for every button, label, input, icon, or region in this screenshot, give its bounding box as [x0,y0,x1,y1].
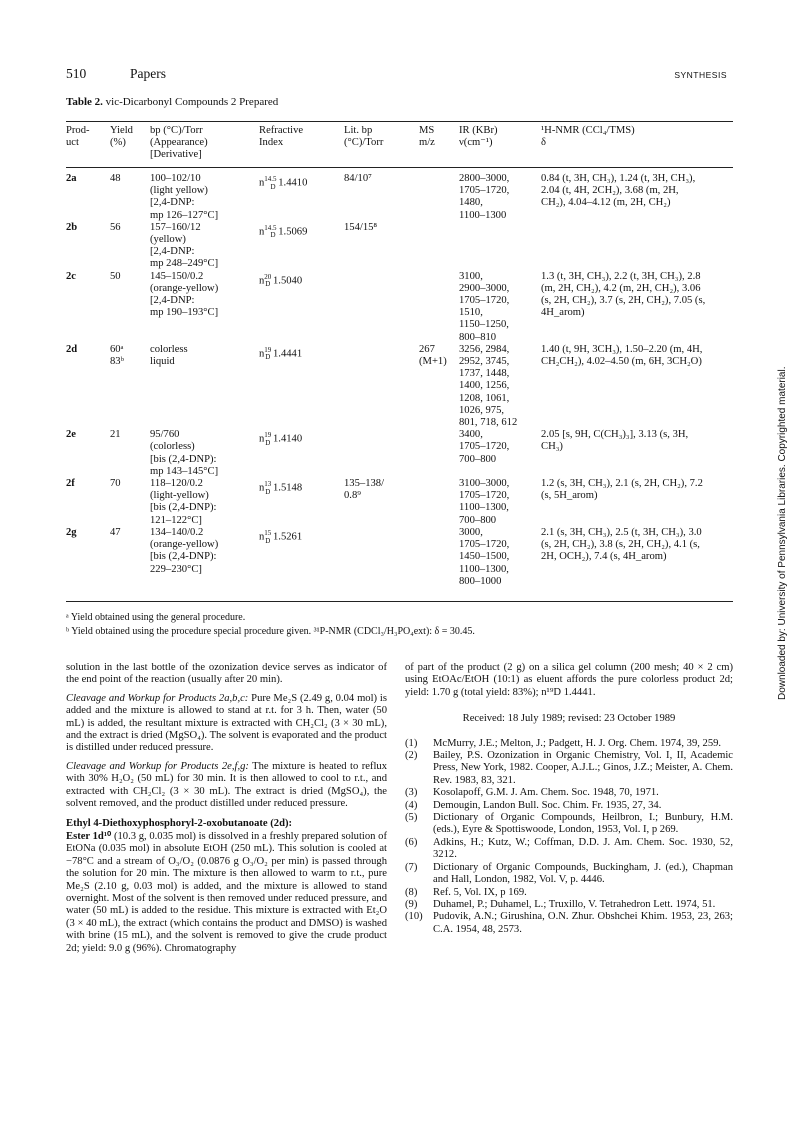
reference-text: McMurry, J.E.; Melton, J.; Padgett, H. J. Org. Chem. 1974, 39, 259. [433,737,722,749]
paragraph-text: solution in the last bottle of the ozonization device serves as indicator of the end point of the reaction (usually after 20 min). [66,662,387,686]
table-caption-text: vic-Dicarbonyl Compounds 2 Prepared [105,96,279,108]
table-row [66,527,733,588]
data-table [66,125,733,588]
table-row [66,429,733,478]
refractive-index-symbol: n [259,531,265,543]
ir-line: 1400, 1256, [459,380,510,392]
column-header-line: (°C)/Torr [344,137,384,149]
nmr-cell [541,429,733,478]
lit-bp-cell [344,527,419,588]
reference-item [405,750,733,787]
refractive-index-line: D [265,353,271,362]
column-header-line: Refractive [259,125,304,136]
reference-text: Duhamel, P.; Duhamel, L.; Truxillo, V. Tetrahedron Lett. 1974, 51. [433,898,716,910]
bp-line: mp 126–127°C] [150,209,219,221]
bp-line: 100–102/10 [150,173,201,184]
nmr-cell [541,344,733,429]
footnote-a: ᵃ Yield obtained using the general procedure. [66,612,246,623]
section-heading: Ethyl 4-Diethoxyphosphoryl-2-oxobutanoate (2d): [66,818,293,830]
ir-line: 2952, 3745, [459,356,510,368]
ms-cell [419,222,459,271]
ir-cell [459,271,541,344]
yield-line: 50 [110,270,121,282]
bp-line: (light-yellow) [150,490,209,502]
reference-item [405,800,733,812]
reference-number: (9) [405,898,418,910]
bp-line: mp 143–145°C] [150,465,219,477]
nmr-cell [541,271,733,344]
nmr-line: 1.3 (t, 3H, CH₃), 2.2 (t, 3H, CH₃), 2.8 [541,270,701,282]
refractive-index-cell [259,173,344,222]
bp-line: (orange-yellow) [150,539,219,551]
ir-line: 3100, [459,270,483,282]
refractive-index-line: D [265,487,271,496]
ms-cell [419,478,459,527]
column-header [541,125,733,165]
paragraph-subhead: Cleavage and Workup for Products 2e,f,g: [66,760,249,772]
reference-item [405,812,733,837]
column-header [459,125,541,165]
refractive-index-symbol: n [259,433,265,445]
ir-line: 1480, [459,197,483,209]
refractive-index-value: 1.5069 [275,226,308,238]
bp-line: [2,4-DNP: [150,197,195,209]
column-header-line: ¹H-NMR (CCl₄/TMS) [541,125,635,136]
lit-bp-cell [344,344,419,429]
spacer-row [66,165,733,173]
nmr-cell [541,527,733,588]
ms-cell [419,173,459,222]
yield-line: 48 [110,173,121,184]
ir-line: 800–1000 [459,575,502,587]
yield-cell [110,478,150,527]
refractive-index-temp: 19 [264,431,272,440]
refractive-index-temp: 20 [264,272,272,281]
journal-section: Papers [130,66,166,81]
bp-line: (orange-yellow) [150,282,219,294]
ir-line: 1705–1720, [459,295,510,307]
column-header-line: δ [541,137,546,149]
bp-line: mp 248–249°C] [150,258,219,270]
reference-number: (4) [405,799,418,811]
nmr-line: CH₂), 4.04–4.12 (m, 2H, CH₂) [541,197,671,209]
reference-number: (2) [405,750,418,762]
reference-number: (8) [405,886,418,898]
refractive-index-symbol: n [259,482,265,494]
reference-item [405,862,733,887]
refractive-index-cell [259,429,344,478]
yield-line: 83ᵇ [110,356,124,368]
ir-cell [459,344,541,429]
ms-cell [419,429,459,478]
refractive-index-symbol: n [259,226,265,238]
refractive-index-cell [259,344,344,429]
column-header-line: (Appearance) [150,137,208,149]
ir-line: 1026, 975, [459,404,505,416]
refractive-index-value: 1.5040 [270,275,303,287]
bp-line: 134–140/0.2 [150,526,204,538]
reference-number: (7) [405,861,418,873]
refractive-index-value: 1.4140 [270,433,303,445]
column-header-line: Prod- [66,125,90,136]
reference-text: Dictionary of Organic Compounds, Buckingham, J. (ed.), Chapman and Hall, London, 1982, Vol. V, p. 4446. [433,861,733,886]
refractive-index-value: 1.5261 [270,531,303,543]
journal-name: SYNTHESIS [674,70,727,80]
ir-line: 2900–3000, [459,282,510,294]
table-top-rule [66,121,733,122]
yield-cell [110,527,150,588]
ir-line: 1705–1720, [459,441,510,453]
yield-cell [110,429,150,478]
nmr-line: 1.2 (s, 3H, CH₃), 2.1 (s, 2H, CH₂), 7.2 [541,478,703,490]
nmr-line: (m, 2H, CH₂), 4.2 (m, 2H, CH₂), 3.06 [541,282,701,294]
bp-line: 121–122°C] [150,514,202,526]
nmr-line: 2H, OCH₂), 7.4 (s, 4H_arom) [541,551,667,563]
column-header [419,125,459,165]
table-header-row [66,125,733,165]
refractive-index-temp: 19 [264,345,272,354]
product-id-cell: 2f [66,478,75,490]
yield-line: 60ᵃ [110,343,124,355]
ir-line: 3256, 2984, [459,343,510,355]
nmr-line: CH₃) [541,441,563,453]
reference-item [405,787,733,799]
yield-line: 47 [110,526,121,538]
lit-bp-cell [344,222,419,271]
ir-line: 1100–1300, [459,502,509,514]
nmr-line: 2.05 [s, 9H, C(CH₃)₃], 3.13 (s, 3H, [541,429,689,441]
column-header-line: MS [419,125,435,136]
reference-text: Pudovik, A.N.; Girushina, O.N. Zhur. Obshchei Khim. 1953, 23, 263; C.A. 1954, 48, 2573. [433,911,733,935]
reference-text: Ref. 5, Vol. IX, p 169. [433,886,527,898]
left-column [66,662,387,955]
nmr-line: 0.84 (t, 3H, CH₃), 1.24 (t, 3H, CH₃), [541,173,696,184]
bp-line: (colorless) [150,441,195,453]
ms-cell [419,527,459,588]
reference-text: Kosolapoff, G.M. J. Am. Chem. Soc. 1948, 70, 1971. [433,787,659,799]
lit-bp-cell [344,271,419,344]
table-caption-label: Table 2. [66,96,103,108]
refractive-index-value: 1.4441 [270,348,303,360]
bp-line: [bis (2,4-DNP): [150,453,217,465]
nmr-line: (s, 2H, CH₂), 3.7 (s, 2H, CH₂), 7.05 (s, [541,295,706,307]
refractive-index-cell [259,222,344,271]
column-header-line: Yield [110,125,133,136]
reference-text: Bailey, P.S. Ozonization in Organic Chemistry, Vol. I, II, Academic Press, New York, 1982. Cooper, A.J.L.; Ginos, J.Z.; Meister, A. Chem. Rev. 1983, 83, 321. [433,750,733,786]
column-header-line: bp (°C)/Torr [150,125,203,136]
refractive-index-line: D [270,182,276,191]
lit-bp-cell [344,478,419,527]
column-header [66,125,110,165]
body-paragraph [66,761,387,811]
bp-line: 157–160/12 [150,221,201,233]
product-id-cell: 2g [66,526,77,538]
body-paragraph [66,831,387,955]
bp-line: [bis (2,4-DNP): [150,502,217,514]
bp-line: 118–120/0.2 [150,478,203,490]
ir-line: 3100–3000, [459,478,510,490]
refractive-index-symbol: n [259,177,265,189]
reference-number: (5) [405,812,418,824]
nmr-cell [541,173,733,222]
nmr-cell [541,478,733,527]
paragraph-subhead: Cleavage and Workup for Products 2a,b,c: [66,692,249,704]
ir-line: 700–800 [459,453,497,465]
lit-bp-cell [344,173,419,222]
yield-cell [110,173,150,222]
refractive-index-temp: 14.5 [264,223,277,232]
refractive-index-cell [259,527,344,588]
lit-bp-cell [344,429,419,478]
bp-cell [150,429,259,478]
table-row [66,344,733,429]
product-id-cell: 2d [66,343,78,355]
reference-number: (1) [405,737,418,749]
refractive-index-temp: 14.5 [264,175,277,183]
table-bottom-rule [66,601,733,602]
table-row [66,222,733,271]
bp-line: [bis (2,4-DNP): [150,551,217,563]
column-header-line: IR (KBr) [459,125,498,136]
refractive-index-temp: 13 [264,480,272,489]
product-id-cell: 2c [66,270,76,282]
right-column [405,662,733,936]
ir-line: 1705–1720, [459,490,510,502]
reference-item [405,911,733,936]
column-header-line: Lit. bp [344,125,373,136]
yield-cell [110,271,150,344]
reference-text: Adkins, H.; Kutz, W.; Coffman, D.D. J. Am. Chem. Soc. 1930, 52, 3212. [433,836,733,861]
bp-cell [150,478,259,527]
bp-line: [2,4-DNP: [150,246,195,258]
column-header [110,125,150,165]
product-id-cell: 2b [66,221,78,233]
reference-number: (10) [405,911,423,923]
compound-name: Ester 1d¹⁰ [66,830,112,842]
lit-bp-line: 0.8⁹ [344,490,361,502]
reference-item [405,887,733,899]
bp-line: 145–150/0.2 [150,270,204,282]
refractive-index-symbol: n [259,275,265,287]
yield-cell [110,222,150,271]
ir-line: 1705–1720, [459,185,510,197]
ir-line: 3400, [459,429,483,441]
reference-item [405,738,733,750]
bp-line: 95/760 [150,429,180,441]
bp-line: (light yellow) [150,185,208,197]
bp-line: mp 190–193°C] [150,307,219,319]
received-date: Received: 18 July 1989; revised: 23 October 1989 [462,713,676,725]
table-caption [66,96,278,108]
refractive-index-line: D [265,280,271,289]
bp-line: [2,4-DNP: [150,295,195,307]
nmr-line: 1.40 (t, 9H, 3CH₃), 1.50–2.20 (m, 4H, [541,343,703,355]
nmr-line: CH₂CH₂), 4.02–4.50 (m, 6H, 3CH₂O) [541,356,702,368]
refractive-index-line: D [270,231,276,240]
ir-line: 1100–1300 [459,209,507,221]
column-header-line: Index [259,137,284,149]
bp-line: colorless [150,343,188,355]
column-header-line: ν(cm⁻¹) [459,137,493,149]
refractive-index-line: D [265,536,271,545]
yield-cell [110,344,150,429]
ir-line: 1150–1250, [459,319,509,331]
reference-text: Dictionary of Organic Compounds, Heilbron, I.; Bunbury, H.M. (eds.), Eyre & Spottiswoode, London, 1953, Vol. I, p 269. [433,812,733,836]
ir-line: 1510, [459,307,483,319]
ir-line: 800–810 [459,331,497,343]
ir-line: 1737, 1448, [459,368,510,380]
refractive-index-temp: 15 [264,528,272,537]
reference-item [405,899,733,911]
column-header-line: (%) [110,137,126,149]
table-row [66,173,733,222]
ir-cell [459,527,541,588]
yield-line: 21 [110,429,121,441]
continuation-paragraph: of part of the product (2 g) on a silica gel column (200 mesh; 40 × 2 cm) using EtOAc/EtOH (10:1) as eluent affords the pure colorless product 2d; yield: 1.70 g (total yield: 83%); n¹⁹D 1.4441. [405,662,733,698]
bp-cell [150,271,259,344]
column-header [150,125,259,165]
bp-cell [150,527,259,588]
paragraph-text: Pure Me₂S (2.49 g, 0.04 mol) is added and the mixture is allowed to stand at r.t. for 3 h. Then, water (50 mL) is added, the resultant mixture is extracted with CH₂Cl₂ (3 × 30 mL), and the extract is dried (MgSO₄). The solvent is evaporated and the product is distilled under reduced pressure. [66,692,387,754]
bp-cell [150,344,259,429]
refractive-index-value: 1.4410 [275,177,308,189]
reference-list [405,738,733,937]
yield-line: 70 [110,478,121,490]
nmr-line: (s, 2H, CH₂), 3.8 (s, 2H, CH₂), 4.1 (s, [541,539,700,551]
ms-line: 267 [419,343,435,355]
lit-bp-line: 135–138/ [344,478,385,490]
bp-line: (yellow) [150,234,186,246]
column-header-line: [Derivative] [150,149,202,161]
yield-line: 56 [110,221,121,233]
bp-line: liquid [150,356,175,368]
refractive-index-line: D [265,438,271,447]
ms-line: (M+1) [419,356,447,368]
download-notice: Downloaded by: University of Pennsylvania Libraries. Copyrighted material. [777,366,788,700]
ir-line: 3000, [459,526,483,538]
ms-cell [419,271,459,344]
refractive-index-value: 1.5148 [270,482,303,494]
ir-line: 801, 718, 612 [459,417,518,429]
footnote-b: ᵇ Yield obtained using the procedure special procedure given. ³¹P-NMR (CDCl₃/H₃PO₄ext): δ = 30.45. [66,626,475,637]
reference-number: (6) [405,836,418,848]
ir-cell [459,478,541,527]
reference-number: (3) [405,787,418,799]
product-id-cell: 2e [66,429,76,441]
table-row [66,478,733,527]
lit-bp-line: 84/10⁷ [344,173,372,184]
nmr-line: (s, 5H_arom) [541,490,598,502]
page-number: 510 [66,66,87,81]
lit-bp-line: 154/15⁸ [344,221,378,233]
nmr-line: 2.1 (s, 3H, CH₃), 2.5 (t, 3H, CH₃), 3.0 [541,526,702,538]
ir-line: 1450–1500, [459,551,510,563]
bp-line: 229–230°C] [150,563,202,575]
column-header-line: uct [66,137,79,149]
ir-line: 700–800 [459,514,497,526]
refractive-index-cell [259,271,344,344]
table-row [66,271,733,344]
reference-text: Demougin, Landon Bull. Soc. Chim. Fr. 1935, 27, 34. [433,799,662,811]
column-header [259,125,344,165]
column-header [344,125,419,165]
ir-line: 2800–3000, [459,173,510,184]
nmr-line: 4H_arom) [541,307,585,319]
nmr-cell [541,222,733,271]
ir-cell [459,222,541,271]
column-header-line: m/z [419,137,435,149]
product-id-cell: 2a [66,173,77,184]
body-paragraph [66,693,387,755]
ms-cell [419,344,459,429]
body-paragraph [66,662,387,687]
ir-line: 1208, 1061, [459,392,510,404]
refractive-index-cell [259,478,344,527]
ir-line: 1705–1720, [459,539,510,551]
ir-cell [459,429,541,478]
reference-item [405,837,733,862]
paragraph-text: (10.3 g, 0.035 mol) is dissolved in a freshly prepared solution of EtONa (0.035 mol) in absolute EtOH (250 mL). This solution is cooled at −78°C and a stream of O₃/O₂ (0.0876 g O₃/O₂ per min) is passed through the solution for 20 min. The mixture is then allowed to warm to r.t., pure Me₂S (2.10 g, 0.03 mol) is added, and the mixture is allowed to stand overnight. Most of the solvent is then removed under reduced pressure, and water (50 mL) is added to the residue. This mixture is extracted with Et₂O (3 × 40 mL), the extract (which contains the product and DMSO) is washed with brine (15 mL), and the solvent is removed to give the crude product 2d; yield: 9.0 g (96%). Chromatography [66,830,387,954]
refractive-index-symbol: n [259,348,265,360]
nmr-line: 2.04 (t, 4H, 2CH₂), 3.68 (m, 2H, [541,185,679,197]
paragraph-text: The mixture is heated to reflux with 30% H₂O₂ (50 mL) for 30 min. It is then allowed to cool to r.t., and extracted with CH₂Cl₂ (3 × 30 mL). The extract is dried (MgSO₄), the solvent removed, and the product distilled under reduced pressure. [66,760,387,810]
table-body [66,165,733,588]
bp-cell [150,222,259,271]
ir-line: 1100–1300, [459,563,509,575]
bp-cell [150,173,259,222]
ir-cell [459,173,541,222]
